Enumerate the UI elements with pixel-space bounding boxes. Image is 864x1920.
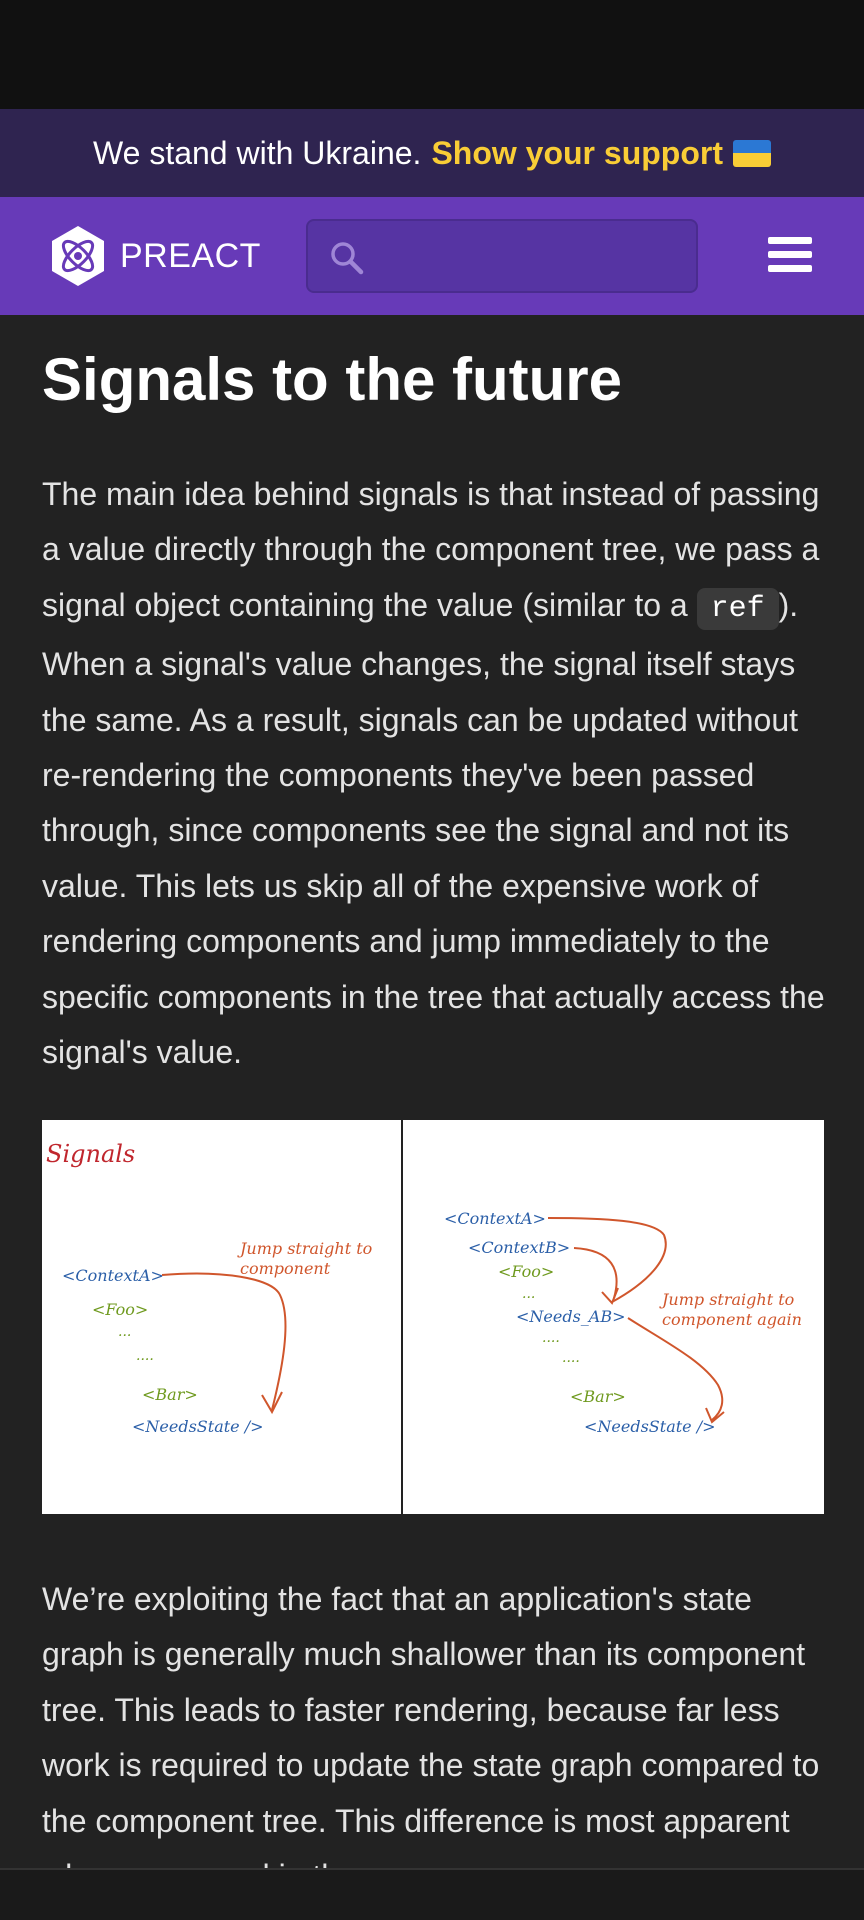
right-dots-3: ....: [562, 1350, 580, 1366]
show-support-link[interactable]: Show your support: [431, 134, 723, 171]
left-annotation-line1: Jump straight to: [240, 1239, 373, 1258]
bottom-bar: [0, 1868, 864, 1920]
right-dots-1: ...: [522, 1286, 536, 1302]
signals-diagram: [42, 1120, 824, 1514]
search-icon: [328, 239, 366, 277]
signals-diagram-svg: [42, 1120, 824, 1514]
right-needs-ab: <Needs_AB>: [516, 1307, 626, 1326]
article-paragraph-2: We’re exploiting the fact that an application's state graph is generally much shallower than its component tree. This leads to faster rendering, because far less work is required to update the state graph compared to the component tree. This difference is most apparent: [42, 1581, 820, 1839]
ukraine-flag-icon: [733, 140, 771, 167]
menu-icon: [768, 237, 812, 244]
right-bar: <Bar>: [570, 1387, 626, 1406]
status-bar: [0, 0, 864, 109]
search-input[interactable]: [378, 231, 678, 281]
right-annotation-line2: component again: [662, 1310, 802, 1329]
logo-text: PREACT: [120, 236, 261, 275]
left-dots-1: ...: [118, 1324, 132, 1340]
menu-button[interactable]: [764, 235, 816, 275]
right-jump-arrow: [628, 1318, 722, 1420]
search-box[interactable]: [306, 219, 698, 293]
preact-logo-link[interactable]: [48, 223, 261, 289]
left-foo: <Foo>: [92, 1300, 149, 1319]
right-annotation-line1: Jump straight to: [662, 1290, 795, 1309]
article-content: [42, 315, 826, 414]
left-needs-state: <NeedsState />: [132, 1417, 264, 1436]
right-context-b: <ContextB>: [468, 1238, 571, 1257]
left-heading: Signals: [46, 1140, 136, 1168]
right-needs-state: <NeedsState />: [584, 1417, 716, 1436]
right-arrow-context-a: [548, 1218, 666, 1302]
right-dots-2: ....: [542, 1330, 560, 1346]
left-annotation-line2: component: [240, 1259, 331, 1278]
right-context-a: <ContextA>: [444, 1209, 546, 1228]
banner-text: We stand with Ukraine.: [93, 134, 422, 171]
right-foo: <Foo>: [498, 1262, 555, 1281]
left-context-a: <ContextA>: [62, 1266, 164, 1285]
left-dots-2: ....: [136, 1348, 154, 1364]
inline-code-ref: ref: [697, 588, 779, 630]
page-title: Signals to the future: [42, 346, 623, 413]
ukraine-banner: [0, 109, 864, 197]
site-header: [0, 197, 864, 315]
preact-logo-icon: [48, 223, 108, 289]
right-arrow-context-b: [574, 1248, 617, 1298]
article-paragraph-1: The main idea behind signals is that instead of passing a value directly through the component tree, we pass a signal object containing the value (similar to a ref ). When a signal's value changes, the signal itself stays the same. As a result, signals can be updated without re-rendering the components they've been passed through, since components see the signal and not its value. This lets us skip all of the expensive work of rendering components and jump immediately to the specific components in the tree that actually access the signal's value.: [42, 476, 825, 1071]
left-bar: <Bar>: [142, 1385, 198, 1404]
